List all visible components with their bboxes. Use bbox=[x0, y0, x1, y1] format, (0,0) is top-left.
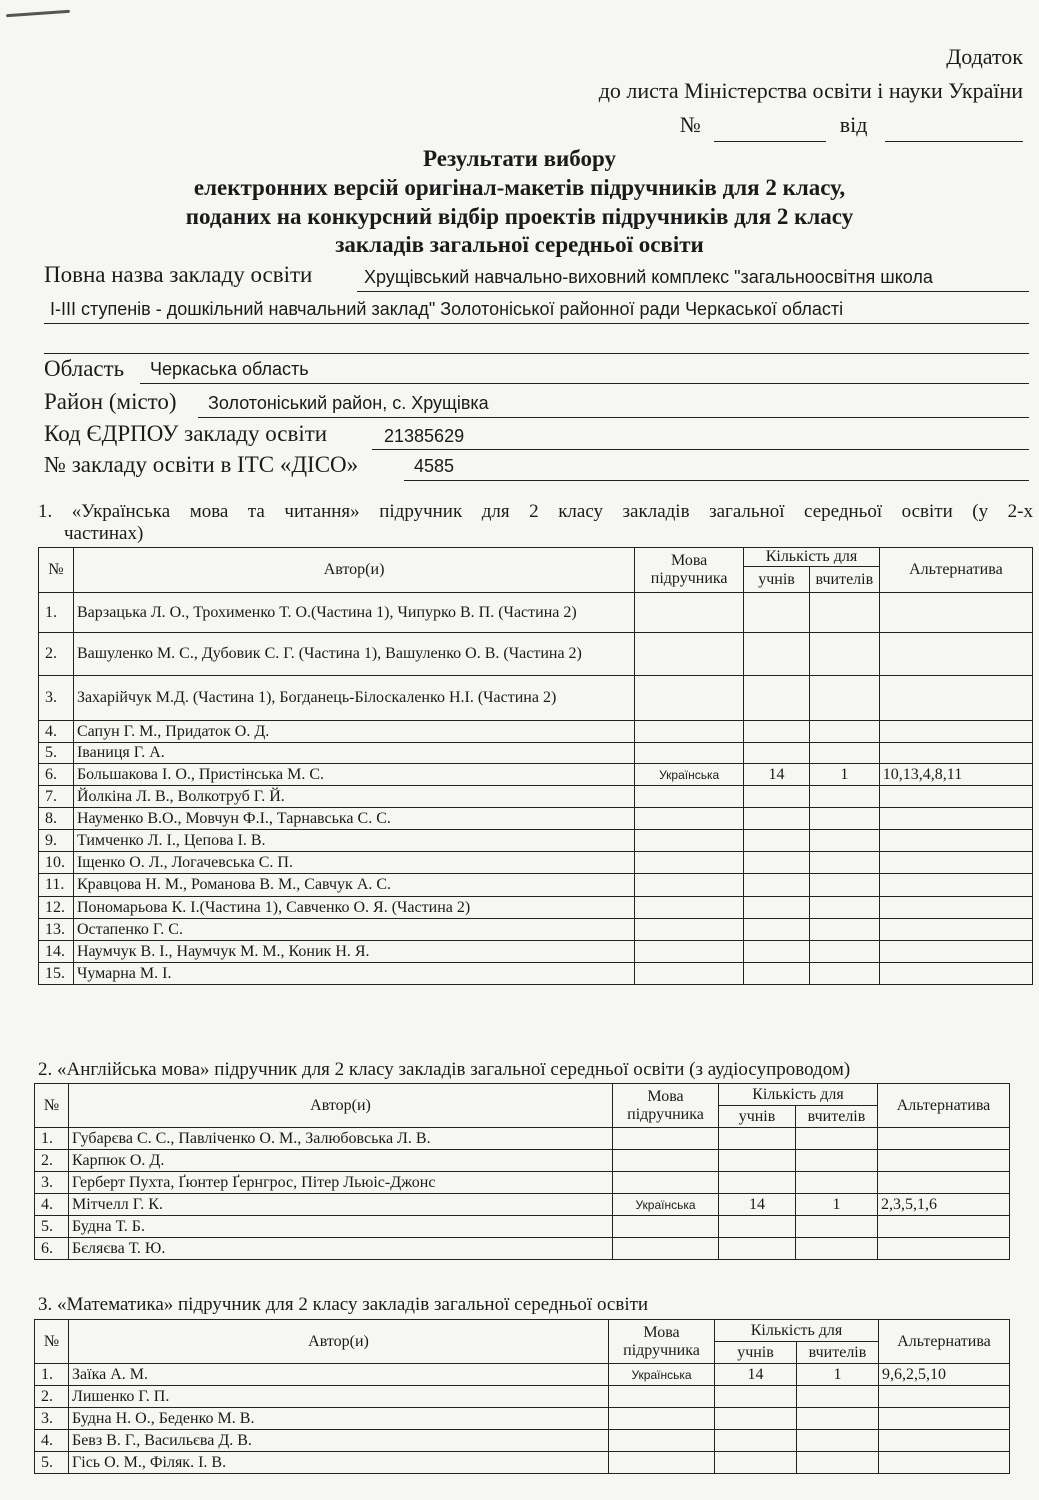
district-underline bbox=[198, 417, 1029, 418]
pen-mark bbox=[6, 10, 70, 17]
row-teachers bbox=[809, 593, 879, 633]
row-language bbox=[635, 721, 744, 743]
row-authors: Науменко В.О., Мовчун Ф.І., Тарнавська С. С. bbox=[73, 808, 634, 830]
col-authors: Автор(и) bbox=[73, 548, 634, 593]
edrpou-label: Код ЄДРПОУ закладу освіти bbox=[44, 421, 328, 446]
table-row bbox=[39, 721, 1033, 743]
row-students bbox=[744, 963, 810, 985]
row-students bbox=[715, 1452, 797, 1474]
row-language bbox=[613, 1150, 719, 1172]
row-language bbox=[635, 897, 744, 919]
row-students: 14 bbox=[715, 1364, 797, 1386]
row-language bbox=[635, 676, 744, 721]
row-teachers bbox=[809, 786, 879, 808]
row-students bbox=[744, 852, 810, 874]
row-number: 2. bbox=[35, 1386, 69, 1408]
row-authors: Йолкіна Л. В., Волкотруб Г. Й. bbox=[73, 786, 634, 808]
full-name-underline-2 bbox=[44, 323, 1029, 324]
row-authors: Губарєва С. С., Павліченко О. М., Залюбовська Л. В. bbox=[69, 1128, 613, 1150]
row-teachers bbox=[809, 897, 879, 919]
title-line-1: Результати вибору bbox=[423, 146, 616, 171]
row-language bbox=[635, 830, 744, 852]
full-name-value-2: І-ІІІ ступенів - дошкільний навчальний заклад" Золотоніської районної ради Черкаської області bbox=[50, 299, 844, 319]
region-value: Черкаська область bbox=[150, 359, 309, 379]
row-authors: Заїка А. М. bbox=[69, 1364, 609, 1386]
col-alternative: Альтернатива bbox=[879, 1320, 1010, 1364]
its-label: № закладу освіти в ІТС «ДІСО» bbox=[44, 452, 359, 477]
row-authors: Кравцова Н. М., Романова В. М., Савчук А. С. bbox=[73, 874, 634, 897]
row-students bbox=[719, 1172, 796, 1194]
table-row bbox=[39, 941, 1033, 963]
col-num: № bbox=[39, 548, 74, 593]
row-alternative bbox=[878, 1150, 1010, 1172]
row-number: 4. bbox=[39, 721, 74, 743]
row-students: 14 bbox=[719, 1194, 796, 1216]
row-students: 14 bbox=[744, 764, 810, 786]
number-blank bbox=[714, 119, 826, 142]
row-number: 6. bbox=[35, 1238, 69, 1260]
row-teachers bbox=[809, 963, 879, 985]
table-row bbox=[39, 633, 1033, 676]
header-block bbox=[599, 40, 1023, 142]
table-row bbox=[35, 1216, 1010, 1238]
region-label: Область bbox=[44, 356, 125, 381]
table-row bbox=[39, 852, 1033, 874]
row-students bbox=[719, 1150, 796, 1172]
table-row bbox=[35, 1194, 1010, 1216]
row-teachers bbox=[809, 721, 879, 743]
table-row bbox=[39, 764, 1033, 786]
row-language bbox=[635, 808, 744, 830]
row-teachers: 1 bbox=[809, 764, 879, 786]
row-teachers bbox=[797, 1452, 879, 1474]
number-label: № bbox=[679, 112, 701, 137]
row-number: 15. bbox=[39, 963, 74, 985]
row-authors: Іваниця Г. А. bbox=[73, 743, 634, 764]
row-teachers bbox=[796, 1238, 878, 1260]
table-row bbox=[35, 1452, 1010, 1474]
row-alternative bbox=[879, 1408, 1010, 1430]
title-line-3: поданих на конкурсний відбір проектів підручників для 2 класу bbox=[185, 204, 854, 229]
row-language bbox=[609, 1408, 715, 1430]
table-row bbox=[35, 1172, 1010, 1194]
section-1-table bbox=[38, 547, 1033, 985]
col-quantity: Кількість для bbox=[719, 1084, 878, 1106]
edrpou-underline bbox=[372, 449, 1029, 450]
row-authors: Іщенко О. Л., Логачевська С. П. bbox=[73, 852, 634, 874]
row-alternative bbox=[879, 1386, 1010, 1408]
row-students bbox=[744, 919, 810, 941]
row-authors: Будна Т. Б. bbox=[69, 1216, 613, 1238]
row-authors: Вашуленко М. С., Дубовик С. Г. (Частина 1), Вашуленко О. В. (Частина 2) bbox=[73, 633, 634, 676]
row-alternative bbox=[879, 743, 1032, 764]
row-alternative bbox=[879, 786, 1032, 808]
row-number: 1. bbox=[35, 1128, 69, 1150]
section-1-heading-cont: частинах) bbox=[64, 523, 144, 544]
table-row bbox=[39, 743, 1033, 764]
row-authors: Варзацька Л. О., Трохименко Т. О.(Частина 1), Чипурко В. П. (Частина 2) bbox=[73, 593, 634, 633]
row-students bbox=[715, 1430, 797, 1452]
table-row bbox=[39, 897, 1033, 919]
row-number: 6. bbox=[39, 764, 74, 786]
row-teachers bbox=[796, 1150, 878, 1172]
row-number: 4. bbox=[35, 1430, 69, 1452]
table-row bbox=[39, 919, 1033, 941]
row-alternative bbox=[878, 1172, 1010, 1194]
date-blank bbox=[885, 119, 1023, 142]
row-teachers bbox=[809, 743, 879, 764]
row-number: 3. bbox=[35, 1408, 69, 1430]
region-underline bbox=[140, 383, 1029, 384]
row-students bbox=[744, 593, 810, 633]
row-alternative bbox=[878, 1128, 1010, 1150]
row-alternative bbox=[879, 593, 1032, 633]
col-students: учнів bbox=[744, 567, 810, 593]
section-2-heading: 2. «Англійська мова» підручник для 2 класу закладів загальної середньої освіти (з аудіосупроводом) bbox=[38, 1059, 851, 1080]
col-students: учнів bbox=[715, 1342, 797, 1364]
row-language bbox=[635, 593, 744, 633]
row-alternative bbox=[878, 1238, 1010, 1260]
row-authors: Будна Н. О., Беденко М. В. bbox=[69, 1408, 609, 1430]
row-teachers bbox=[809, 830, 879, 852]
row-alternative bbox=[879, 1452, 1010, 1474]
row-teachers bbox=[809, 676, 879, 721]
its-value: 4585 bbox=[414, 456, 455, 476]
table-row bbox=[39, 963, 1033, 985]
row-authors: Захарійчук М.Д. (Частина 1), Богданець-Білоскаленко Н.І. (Частина 2) bbox=[73, 676, 634, 721]
row-authors: Тимченко Л. І., Цепова І. В. bbox=[73, 830, 634, 852]
full-name-label: Повна назва закладу освіти bbox=[44, 262, 313, 287]
row-language bbox=[609, 1386, 715, 1408]
edrpou-value: 21385629 bbox=[384, 426, 465, 446]
col-language: Мова підручника bbox=[609, 1320, 715, 1364]
col-language: Мова підручника bbox=[613, 1084, 719, 1128]
row-alternative bbox=[878, 1216, 1010, 1238]
row-authors: Большакова І. О., Пристінська М. С. bbox=[73, 764, 634, 786]
row-authors: Лишенко Г. П. bbox=[69, 1386, 609, 1408]
table-row bbox=[35, 1128, 1010, 1150]
row-alternative bbox=[879, 897, 1032, 919]
col-teachers: вчителів bbox=[809, 567, 879, 593]
district-value: Золотоніський район, с. Хрущівка bbox=[208, 393, 489, 413]
row-language: Українська bbox=[635, 764, 744, 786]
row-teachers bbox=[797, 1408, 879, 1430]
row-students bbox=[715, 1408, 797, 1430]
row-language bbox=[613, 1172, 719, 1194]
row-teachers bbox=[797, 1386, 879, 1408]
row-language bbox=[635, 919, 744, 941]
to-letter-label: до листа Міністерства освіти і науки України bbox=[598, 78, 1023, 103]
row-language bbox=[613, 1216, 719, 1238]
row-language bbox=[635, 963, 744, 985]
full-name-underline-1 bbox=[357, 291, 1029, 292]
from-label: від bbox=[839, 112, 868, 137]
row-number: 7. bbox=[39, 786, 74, 808]
row-students bbox=[719, 1238, 796, 1260]
row-students bbox=[719, 1128, 796, 1150]
row-teachers bbox=[797, 1430, 879, 1452]
table-row bbox=[39, 676, 1033, 721]
row-authors: Бєляєва Т. Ю. bbox=[69, 1238, 613, 1260]
section-2-table bbox=[34, 1083, 1010, 1260]
col-num: № bbox=[35, 1084, 69, 1128]
col-quantity: Кількість для bbox=[715, 1320, 879, 1342]
row-language bbox=[635, 941, 744, 963]
section-3-heading: 3. «Математика» підручник для 2 класу закладів загальної середньої освіти bbox=[38, 1294, 649, 1315]
row-authors: Мітчелл Г. К. bbox=[69, 1194, 613, 1216]
row-authors: Пономарьова К. І.(Частина 1), Савченко О. Я. (Частина 2) bbox=[73, 897, 634, 919]
row-teachers: 1 bbox=[796, 1194, 878, 1216]
row-alternative bbox=[879, 808, 1032, 830]
row-authors: Сапун Г. М., Придаток О. Д. bbox=[73, 721, 634, 743]
table-row bbox=[39, 830, 1033, 852]
row-language bbox=[635, 633, 744, 676]
row-teachers bbox=[809, 852, 879, 874]
col-alternative: Альтернатива bbox=[879, 548, 1032, 593]
table-row bbox=[39, 808, 1033, 830]
section-3-table bbox=[34, 1319, 1010, 1474]
appendix-label: Додаток bbox=[946, 44, 1023, 69]
row-students bbox=[744, 897, 810, 919]
row-language bbox=[635, 786, 744, 808]
row-number: 3. bbox=[39, 676, 74, 721]
row-language bbox=[635, 874, 744, 897]
table-row bbox=[35, 1364, 1010, 1386]
district-label: Район (місто) bbox=[44, 389, 177, 414]
row-teachers bbox=[809, 941, 879, 963]
row-alternative: 10,13,4,8,11 bbox=[879, 764, 1032, 786]
table-row bbox=[35, 1408, 1010, 1430]
row-number: 5. bbox=[35, 1452, 69, 1474]
full-name-value-1: Хрущівський навчально-виховний комплекс "загальноосвітня школа bbox=[364, 267, 933, 287]
row-teachers bbox=[809, 919, 879, 941]
row-alternative bbox=[879, 1430, 1010, 1452]
number-date-line bbox=[599, 108, 1023, 142]
row-students bbox=[744, 743, 810, 764]
row-alternative bbox=[879, 874, 1032, 897]
row-alternative: 2,3,5,1,6 bbox=[878, 1194, 1010, 1216]
row-number: 14. bbox=[39, 941, 74, 963]
table-row bbox=[39, 786, 1033, 808]
col-authors: Автор(и) bbox=[69, 1320, 609, 1364]
table-row bbox=[35, 1430, 1010, 1452]
col-teachers: вчителів bbox=[797, 1342, 879, 1364]
row-alternative bbox=[879, 633, 1032, 676]
row-authors: Остапенко Г. С. bbox=[73, 919, 634, 941]
table-row bbox=[35, 1386, 1010, 1408]
row-number: 11. bbox=[39, 874, 74, 897]
row-alternative bbox=[879, 830, 1032, 852]
row-alternative bbox=[879, 919, 1032, 941]
table-row bbox=[35, 1150, 1010, 1172]
row-language bbox=[635, 852, 744, 874]
row-students bbox=[744, 786, 810, 808]
row-students bbox=[744, 633, 810, 676]
row-teachers: 1 bbox=[797, 1364, 879, 1386]
col-language: Мова підручника bbox=[635, 548, 744, 593]
row-students bbox=[744, 874, 810, 897]
row-language: Українська bbox=[613, 1194, 719, 1216]
row-alternative bbox=[879, 721, 1032, 743]
full-name-underline-3 bbox=[44, 353, 1029, 354]
row-teachers bbox=[796, 1128, 878, 1150]
row-number: 9. bbox=[39, 830, 74, 852]
col-authors: Автор(и) bbox=[69, 1084, 613, 1128]
row-students bbox=[719, 1216, 796, 1238]
row-students bbox=[744, 721, 810, 743]
row-students bbox=[744, 830, 810, 852]
row-number: 1. bbox=[39, 593, 74, 633]
title-line-2: електронних версій оригінал-макетів підручників для 2 класу, bbox=[193, 175, 846, 200]
row-teachers bbox=[809, 633, 879, 676]
col-teachers: вчителів bbox=[796, 1106, 878, 1128]
row-number: 12. bbox=[39, 897, 74, 919]
table-row bbox=[35, 1238, 1010, 1260]
row-number: 3. bbox=[35, 1172, 69, 1194]
row-teachers bbox=[809, 808, 879, 830]
row-language bbox=[613, 1238, 719, 1260]
row-number: 1. bbox=[35, 1364, 69, 1386]
row-number: 5. bbox=[35, 1216, 69, 1238]
row-language bbox=[613, 1128, 719, 1150]
col-alternative: Альтернатива bbox=[878, 1084, 1010, 1128]
row-teachers bbox=[796, 1172, 878, 1194]
row-students bbox=[715, 1386, 797, 1408]
row-language bbox=[609, 1452, 715, 1474]
row-number: 10. bbox=[39, 852, 74, 874]
row-alternative bbox=[879, 963, 1032, 985]
row-number: 2. bbox=[39, 633, 74, 676]
row-number: 8. bbox=[39, 808, 74, 830]
row-language: Українська bbox=[609, 1364, 715, 1386]
row-alternative bbox=[879, 676, 1032, 721]
row-authors: Карпюк О. Д. bbox=[69, 1150, 613, 1172]
row-number: 13. bbox=[39, 919, 74, 941]
row-authors: Герберт Пухта, Ґюнтер Ґернгрос, Пітер Льюіс-Джонс bbox=[69, 1172, 613, 1194]
row-students bbox=[744, 941, 810, 963]
row-language bbox=[609, 1430, 715, 1452]
section-1-heading: 1. «Українська мова та читання» підручник для 2 класу закладів загальної середньої освіти (у 2-х bbox=[38, 501, 1033, 522]
col-quantity: Кількість для bbox=[744, 548, 880, 567]
its-underline bbox=[404, 480, 1029, 481]
row-students bbox=[744, 676, 810, 721]
title-line-4: закладів загальної середньої освіти bbox=[335, 232, 704, 257]
table-row bbox=[39, 593, 1033, 633]
row-number: 5. bbox=[39, 743, 74, 764]
row-language bbox=[635, 743, 744, 764]
row-alternative: 9,6,2,5,10 bbox=[879, 1364, 1010, 1386]
row-alternative bbox=[879, 941, 1032, 963]
row-number: 2. bbox=[35, 1150, 69, 1172]
row-teachers bbox=[809, 874, 879, 897]
row-teachers bbox=[796, 1216, 878, 1238]
row-students bbox=[744, 808, 810, 830]
col-students: учнів bbox=[719, 1106, 796, 1128]
row-alternative bbox=[879, 852, 1032, 874]
col-num: № bbox=[35, 1320, 69, 1364]
row-authors: Наумчук В. І., Наумчук М. М., Коник Н. Я. bbox=[73, 941, 634, 963]
row-authors: Чумарна М. І. bbox=[73, 963, 634, 985]
row-authors: Бевз В. Г., Васильєва Д. В. bbox=[69, 1430, 609, 1452]
row-authors: Гісь О. М., Філяк. І. В. bbox=[69, 1452, 609, 1474]
table-row bbox=[39, 874, 1033, 897]
row-number: 4. bbox=[35, 1194, 69, 1216]
